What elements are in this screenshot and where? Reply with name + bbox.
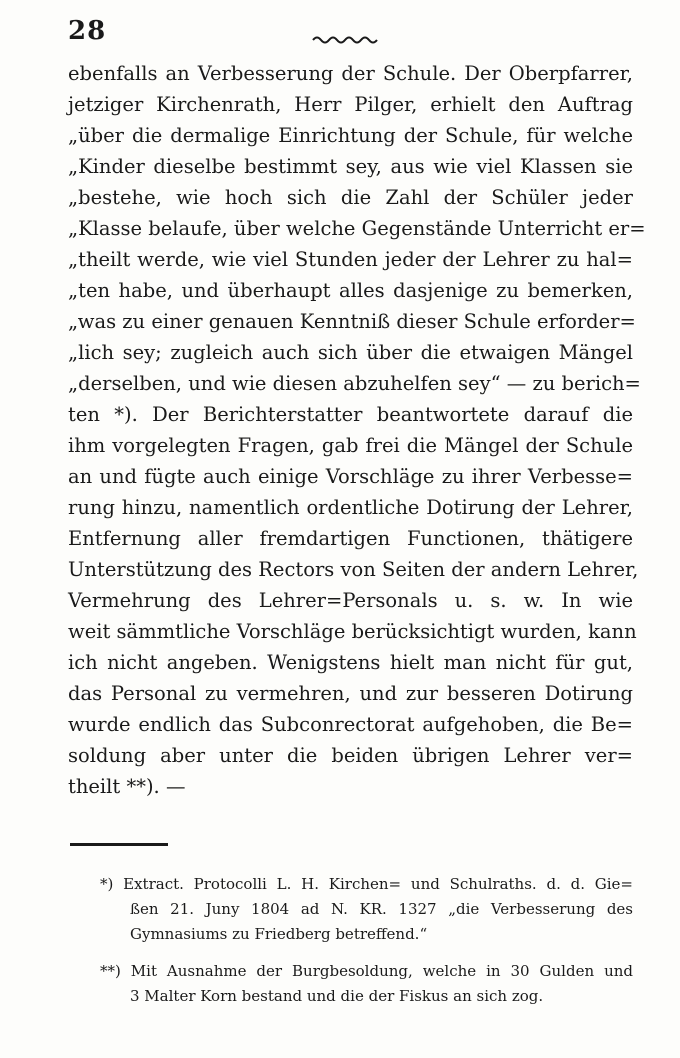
text-line: Entfernung aller fremdartigen Functionen, thätigere — [68, 527, 633, 550]
text-line: „Kinder dieselbe bestimmt sey, aus wie viel Klassen sie — [68, 155, 633, 178]
text-line: theilt **). — — [68, 775, 186, 798]
footnote-line: *) Extract. Protocolli L. H. Kirchen= und Schulraths. d. d. Gie= — [100, 875, 633, 893]
text-line: „bestehe, wie hoch sich die Zahl der Schüler jeder — [68, 186, 633, 209]
text-line: „lich sey; zugleich auch sich über die etwaigen Mängel — [68, 341, 633, 364]
text-line: das Personal zu vermehren, und zur besseren Dotirung — [68, 682, 633, 705]
text-line: „was zu einer genauen Kenntniß dieser Schule erforder= — [68, 310, 636, 333]
main-text — [68, 58, 646, 802]
text-line: „derselben, und wie diesen abzuhelfen sey“ — zu berich= — [68, 372, 641, 395]
text-line: „ten habe, und überhaupt alles dasjenige zu bemerken, — [68, 279, 633, 302]
text-line: rung hinzu, namentlich ordentliche Dotirung der Lehrer, — [68, 496, 633, 519]
footnote-line: **) Mit Ausnahme der Burgbesoldung, welche in 30 Gulden und — [100, 962, 633, 980]
text-line: Vermehrung des Lehrer=Personals u. s. w. In wie — [68, 589, 633, 612]
footnote-separator — [70, 843, 168, 846]
page-number: 28 — [68, 16, 107, 46]
text-line: „über die dermalige Einrichtung der Schule, für welche — [68, 124, 633, 147]
text-line: „theilt werde, wie viel Stunden jeder der Lehrer zu hal= — [68, 248, 633, 271]
footnote-2 — [100, 959, 633, 1009]
footnotes — [100, 872, 633, 1021]
page-header — [68, 14, 633, 54]
wavy-ornament-icon — [311, 34, 381, 44]
text-line: jetziger Kirchenrath, Herr Pilger, erhielt den Auftrag — [68, 93, 633, 116]
text-line: soldung aber unter die beiden übrigen Lehrer ver= — [68, 744, 633, 767]
text-line: Unterstützung des Rectors von Seiten der andern Lehrer, — [68, 558, 639, 581]
text-line: ich nicht angeben. Wenigstens hielt man nicht für gut, — [68, 651, 633, 674]
text-line: ihm vorgelegten Fragen, gab frei die Mängel der Schule — [68, 434, 633, 457]
text-line: ebenfalls an Verbesserung der Schule. Der Oberpfarrer, — [68, 62, 633, 85]
text-line: wurde endlich das Subconrectorat aufgehoben, die Be= — [68, 713, 633, 736]
text-line: ten *). Der Berichterstatter beantwortete darauf die — [68, 403, 633, 426]
text-line: weit sämmtliche Vorschläge berücksichtigt wurden, kann — [68, 620, 637, 643]
footnote-line: Gymnasiums zu Friedberg betreffend.“ — [130, 925, 428, 943]
text-line: an und fügte auch einige Vorschläge zu ihrer Verbesse= — [68, 465, 633, 488]
footnote-line: 3 Malter Korn bestand und die der Fiskus an sich zog. — [130, 987, 544, 1005]
footnote-line: ßen 21. Juny 1804 ad N. KR. 1327 „die Verbesserung des — [130, 900, 633, 918]
footnote-1 — [100, 872, 633, 947]
text-line: „Klasse belaufe, über welche Gegenstände Unterricht er= — [68, 217, 646, 240]
